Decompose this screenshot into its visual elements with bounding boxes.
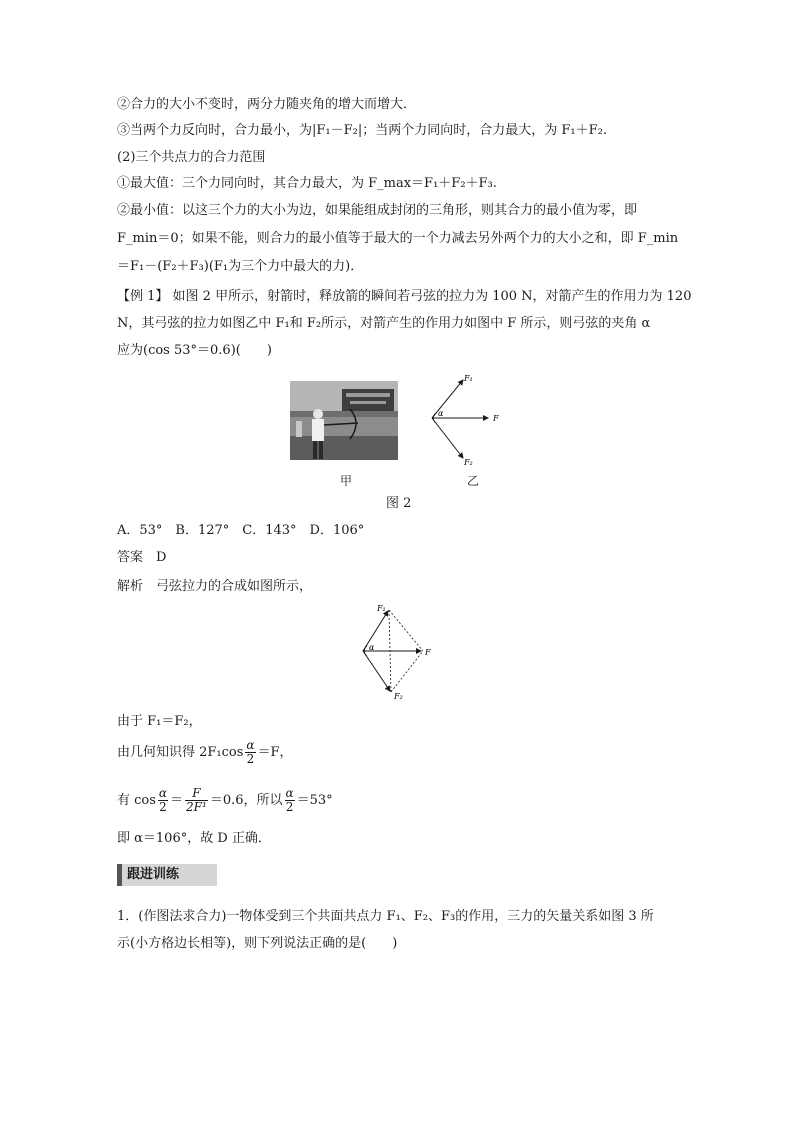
frac-den: 2 bbox=[159, 800, 167, 814]
frac-den: 2 bbox=[285, 800, 294, 814]
solution-line-3 bbox=[117, 786, 333, 816]
caption-left: 甲 bbox=[340, 474, 353, 488]
label-f: F bbox=[493, 414, 499, 423]
solution-3-prefix: 有 cos bbox=[117, 793, 156, 808]
label-f-2: F bbox=[425, 648, 431, 657]
text-line-5: ②最小值：以这三个力的大小为边，如果能组成封闭的三角形，则其合力的最小值为零，即 bbox=[117, 203, 638, 218]
fraction-alpha-over-2-c bbox=[285, 787, 295, 814]
example-line-2: N，其弓弦的拉力如图乙中 F₁和 F₂所示，对箭产生的作用力如图中 F 所示，则弓弦的夹角 α bbox=[117, 316, 651, 331]
frac-num: α bbox=[158, 786, 168, 800]
f2-arrow bbox=[432, 418, 463, 458]
label-f2: F₂ bbox=[464, 458, 473, 467]
parallelogram-diagram bbox=[355, 600, 445, 705]
solution-line-4: 即 α＝106°，故 D 正确． bbox=[117, 831, 271, 846]
solution-3-suffix: ＝53° bbox=[296, 793, 333, 808]
label-f1-2: F₁ bbox=[377, 604, 386, 613]
example-line-1: 【例 1】 如图 2 甲所示，射箭时，释放箭的瞬间若弓弦的拉力为 100 N，对箭产生的作用力为 120 bbox=[117, 289, 692, 304]
label-alpha-2: α bbox=[369, 643, 375, 652]
label-f1: F₁ bbox=[464, 374, 473, 383]
text-line-3: (2)三个共点力的合力范围 bbox=[117, 150, 266, 165]
text-line-4: ①最大值：三个力同向时，其合力最大，为 F_max＝F₁＋F₂＋F₃. bbox=[117, 176, 497, 191]
question-line-1: 1．(作图法求合力)一物体受到三个共面共点力 F₁、F₂、F₃的作用，三力的矢量关系如图 3 所 bbox=[117, 909, 654, 924]
solution-line-1: 由于 F₁＝F₂， bbox=[117, 714, 202, 729]
figure-caption: 图 2 bbox=[386, 496, 412, 511]
label-alpha: α bbox=[438, 409, 444, 418]
fraction-alpha-over-2-b bbox=[158, 787, 168, 814]
solution-2-prefix: 由几何知识得 2F₁cos bbox=[117, 745, 244, 760]
example-line-3: 应为(cos 53°＝0.6)( ) bbox=[117, 343, 272, 358]
frac-num: α bbox=[246, 738, 255, 752]
analysis-line: 解析 弓弦拉力的合成如图所示， bbox=[117, 579, 313, 594]
caption-right: 乙 bbox=[467, 474, 480, 488]
fraction-alpha-over-2 bbox=[245, 739, 255, 766]
section-title: 跟进训练 bbox=[127, 867, 180, 882]
solution-2-suffix: ＝F， bbox=[257, 745, 293, 760]
text-line-6: F_min＝0；如果不能，则合力的最小值等于最大的一个力减去另外两个力的大小之和，即 F_min bbox=[117, 231, 679, 246]
question-line-2: 示(小方格边长相等)，则下列说法正确的是( ) bbox=[117, 936, 398, 951]
label-f2-2: F₂ bbox=[394, 692, 403, 701]
options-line: A．53° B．127° C．143° D．106° bbox=[117, 523, 365, 538]
frac-den: 2 bbox=[246, 752, 255, 766]
text-line-7: ＝F₁－(F₂＋F₃)(F₁为三个力中最大的力)． bbox=[117, 259, 364, 274]
text-line-2: ③当两个力反向时，合力最小，为|F₁－F₂|；当两个力同向时，合力最大，为 F₁＋F₂. bbox=[117, 123, 607, 138]
solution-line-2 bbox=[117, 738, 293, 768]
answer-line: 答案 D bbox=[117, 550, 167, 565]
force-diagram bbox=[420, 370, 510, 470]
section-header bbox=[117, 864, 217, 886]
section-marker bbox=[117, 864, 122, 886]
frac-den: 2F¹ bbox=[186, 800, 207, 814]
f1-arrow bbox=[432, 380, 463, 418]
solution-3-mid: ＝0.6，所以 bbox=[209, 793, 283, 808]
equals: ＝ bbox=[170, 793, 184, 808]
frac-num: α bbox=[285, 786, 294, 800]
text-line-1: ②合力的大小不变时，两分力随夹角的增大而增大． bbox=[117, 97, 417, 112]
fraction-f-over-2f1 bbox=[185, 787, 208, 814]
frac-num: F bbox=[185, 787, 208, 801]
archery-photo bbox=[290, 381, 398, 460]
